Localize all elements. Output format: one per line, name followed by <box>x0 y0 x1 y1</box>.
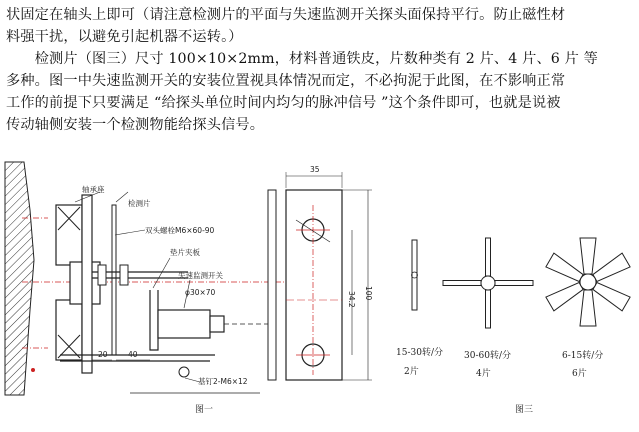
figure-3-caption: 图三 <box>515 405 534 415</box>
dim-top: 35 <box>310 165 320 174</box>
label-bearing-seat: 轴承座 <box>82 185 105 194</box>
dim-20: 20 <box>98 350 108 359</box>
figure-2 <box>268 165 373 380</box>
label-detect-plate: 检测片 <box>128 199 151 208</box>
figure-1 <box>5 162 290 415</box>
plate-2-count: 2片 <box>404 367 419 377</box>
figure-3 <box>396 238 630 415</box>
plate-2-speed: 15-30转/分 <box>396 348 443 358</box>
dim-side-outer: 100 <box>364 286 373 301</box>
text-line: 状固定在轴头上即可（请注意检测片的平面与失速监测开关探头面保持平行。防止磁性材 <box>6 7 566 23</box>
label-clamp: 垫片夹板 <box>170 248 200 257</box>
text-line: 工作的前提下只要满足 “给探头单位时间内均匀的脉冲信号 ”这个条件即可，也就是说被 <box>6 95 561 111</box>
label-speed-switch: 失速监测开关 <box>178 271 223 280</box>
figure-1-caption: 图一 <box>195 405 214 415</box>
text-line: 料强干扰，以避免引起机器不运转。） <box>6 29 243 45</box>
body-text <box>6 4 633 136</box>
text-line: 传动轴侧安装一个检测物能给探头信号。 <box>6 117 265 133</box>
dim-40: 40 <box>128 350 138 359</box>
plate-6-speed: 6-15转/分 <box>562 351 604 361</box>
label-base-bolt: 基钉2-M6×12 <box>198 377 248 386</box>
text-line: 检测片（图三）尺寸 100×10×2mm，材料普通铁皮，片数种类有 2 片、4 片、6 片 等 <box>6 51 598 67</box>
plate-4-count: 4片 <box>476 369 491 379</box>
plate-2 <box>412 240 418 310</box>
plate-6-count: 6片 <box>572 369 587 379</box>
technical-figures <box>0 150 639 432</box>
dim-side-inner: 34.2 <box>347 291 356 308</box>
text-line: 多种。图一中失速监测开关的安装位置视具体情况而定，不必拘泥于此图，在不影响正常 <box>6 73 566 89</box>
label-double-nut-bolt: 双头螺栓M6×60-90 <box>145 226 215 235</box>
label-diameter: φ30×70 <box>185 288 216 297</box>
plate-6 <box>546 238 630 326</box>
plate-4 <box>443 238 533 328</box>
plate-4-speed: 30-60转/分 <box>464 351 511 361</box>
